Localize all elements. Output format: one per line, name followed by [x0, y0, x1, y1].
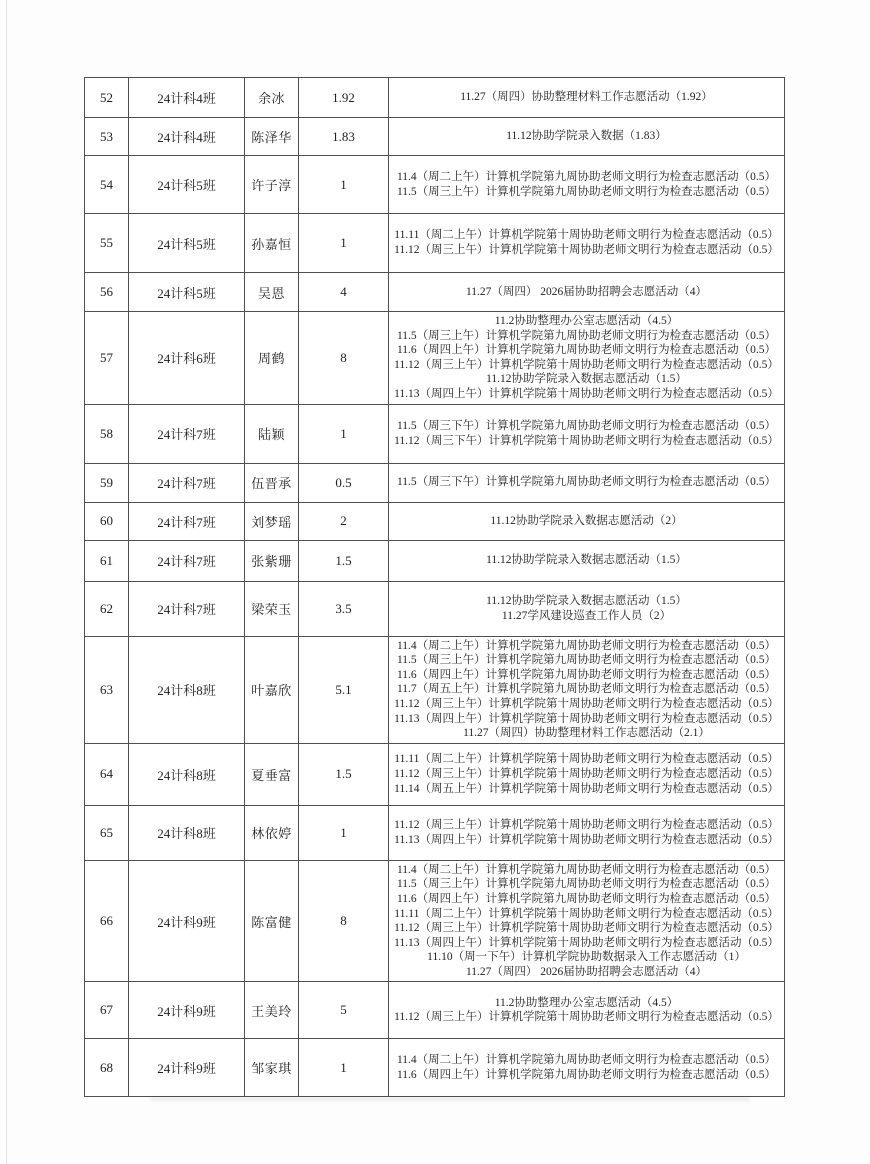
serial-cell: 57 [85, 312, 129, 405]
serial-cell: 65 [85, 805, 129, 860]
serial-cell: 54 [85, 156, 129, 214]
table-body [85, 78, 785, 1097]
activities-cell [389, 982, 785, 1039]
name-cell: 吴恩 [245, 273, 299, 312]
activities-cell [389, 805, 785, 860]
activity-line: 11.4（周二上午）计算机学院第九周协助老师文明行为检查志愿活动（0.5） [396, 170, 777, 183]
table-row [85, 860, 785, 982]
table-row [85, 78, 785, 118]
name-cell: 孙嘉恒 [245, 214, 299, 273]
activity-line: 11.12（周三上午）计算机学院第十周协助老师文明行为检查志愿活动（0.5） [394, 244, 779, 256]
serial-cell: 58 [85, 404, 129, 463]
activity-line: 11.10（周一下午）计算机学院协助数据录入工作志愿活动（1） [427, 951, 746, 964]
activity-line: 11.5（周三上午）计算机学院第九周协助老师文明行为检查志愿活动（0.5） [396, 654, 777, 667]
activity-line: 11.13（周四上午）计算机学院第十周协助老师文明行为检查志愿活动（0.5） [394, 936, 779, 949]
class-cell: 24计科8班 [129, 636, 245, 743]
table-row [85, 404, 785, 463]
hours-cell: 2 [299, 502, 389, 540]
activity-line: 11.11（周二上午）计算机学院第十周协助老师文明行为检查志愿活动（0.5） [394, 229, 779, 242]
activities-cell [389, 540, 785, 581]
activity-line: 11.12协助学院录入数据志愿活动（1.5） [486, 554, 687, 567]
activity-line: 11.27（周四） 2026届协助招聘会志愿活动（4） [465, 285, 708, 298]
table-row [85, 118, 785, 156]
class-cell: 24计科7班 [129, 581, 245, 636]
activity-line: 11.2协助整理办公室志愿活动（4.5） [494, 996, 679, 1009]
activity-line: 11.5（周三上午）计算机学院第九周协助老师文明行为检查志愿活动（0.5） [396, 878, 777, 891]
name-cell: 林依婷 [245, 805, 299, 860]
class-cell: 24计科8班 [129, 805, 245, 860]
table-row [85, 581, 785, 636]
name-cell: 刘梦瑶 [245, 502, 299, 540]
activity-line: 11.27（周四）协助整理材料工作志愿活动（2.1） [463, 727, 710, 740]
class-cell: 24计科7班 [129, 463, 245, 502]
hours-cell: 8 [299, 860, 389, 982]
hours-cell: 1 [299, 156, 389, 214]
activity-line: 11.12（周三下午）计算机学院第十周协助老师文明行为检查志愿活动（0.5） [394, 434, 779, 447]
table-row [85, 982, 785, 1039]
activities-cell [389, 214, 785, 273]
serial-cell: 59 [85, 463, 129, 502]
class-cell: 24计科8班 [129, 743, 245, 805]
activity-line: 11.4（周二上午）计算机学院第九周协助老师文明行为检查志愿活动（0.5） [396, 639, 777, 652]
activity-line: 11.6（周四上午）计算机学院第九周协助老师文明行为检查志愿活动（0.5） [396, 1068, 777, 1081]
activity-line: 11.4（周二上午）计算机学院第九周协助老师文明行为检查志愿活动（0.5） [396, 863, 777, 876]
serial-cell: 56 [85, 273, 129, 312]
activity-line: 11.6（周四上午）计算机学院第九周协助老师文明行为检查志愿活动（0.5） [396, 892, 777, 905]
class-cell: 24计科7班 [129, 540, 245, 581]
serial-cell: 68 [85, 1039, 129, 1097]
table-row [85, 540, 785, 581]
activity-line: 11.12协助学院录入数据志愿活动（1.5） [486, 594, 687, 607]
table-row [85, 463, 785, 502]
activity-line: 11.12（周三上午）计算机学院第十周协助老师文明行为检查志愿活动（0.5） [394, 1011, 779, 1024]
table-row [85, 1039, 785, 1097]
hours-cell: 3.5 [299, 581, 389, 636]
hours-cell: 1.92 [299, 78, 389, 118]
activity-line: 11.13（周四上午）计算机学院第十周协助老师文明行为检查志愿活动（0.5） [394, 833, 779, 846]
table-row [85, 273, 785, 312]
activities-cell [389, 118, 785, 156]
page-left-edge-line [6, 0, 7, 1164]
hours-cell: 1 [299, 404, 389, 463]
serial-cell: 67 [85, 982, 129, 1039]
activities-cell [389, 636, 785, 743]
table-row [85, 312, 785, 405]
class-cell: 24计科9班 [129, 1039, 245, 1097]
class-cell: 24计科4班 [129, 118, 245, 156]
activities-cell [389, 743, 785, 805]
activity-line: 11.12（周三上午）计算机学院第十周协助老师文明行为检查志愿活动（0.5） [394, 767, 779, 780]
hours-cell: 4 [299, 273, 389, 312]
activities-cell [389, 581, 785, 636]
activity-line: 11.12协助学院录入数据（1.83） [506, 130, 667, 143]
activities-cell [389, 1039, 785, 1097]
activities-cell [389, 860, 785, 982]
name-cell: 陈富健 [245, 860, 299, 982]
name-cell: 叶嘉欣 [245, 636, 299, 743]
activity-line: 11.12（周三上午）计算机学院第十周协助老师文明行为检查志愿活动（0.5） [394, 697, 779, 710]
activity-line: 11.27学风建设巡查工作人员（2） [501, 609, 672, 622]
class-cell: 24计科7班 [129, 502, 245, 540]
activity-line: 11.12（周三上午）计算机学院第十周协助老师文明行为检查志愿活动（0.5） [394, 922, 779, 935]
hours-cell: 0.5 [299, 463, 389, 502]
class-cell: 24计科9班 [129, 982, 245, 1039]
activity-line: 11.13（周四上午）计算机学院第十周协助老师文明行为检查志愿活动（0.5） [394, 712, 779, 725]
name-cell: 张紫珊 [245, 540, 299, 581]
activity-line: 11.27（周四） 2026届协助招聘会志愿活动（4） [465, 965, 708, 978]
serial-cell: 53 [85, 118, 129, 156]
table-row [85, 636, 785, 743]
name-cell: 周鹤 [245, 312, 299, 405]
name-cell: 梁荣玉 [245, 581, 299, 636]
hours-cell: 5 [299, 982, 389, 1039]
class-cell: 24计科4班 [129, 78, 245, 118]
table-row [85, 805, 785, 860]
volunteer-hours-table [84, 77, 785, 1097]
activities-cell [389, 78, 785, 118]
activity-line: 11.12（周三上午）计算机学院第十周协助老师文明行为检查志愿活动（0.5） [394, 819, 779, 832]
activities-cell [389, 273, 785, 312]
table-row [85, 743, 785, 805]
table-row [85, 156, 785, 214]
activity-line: 11.14（周五上午）计算机学院第十周协助老师文明行为检查志愿活动（0.5） [394, 782, 779, 795]
activity-line: 11.7（周五上午）计算机学院第九周协助老师文明行为检查志愿活动（0.5） [396, 683, 777, 696]
activities-cell [389, 312, 785, 405]
hours-cell: 1 [299, 1039, 389, 1097]
class-cell: 24计科7班 [129, 404, 245, 463]
activity-line: 11.13（周四上午）计算机学院第十周协助老师文明行为检查志愿活动（0.5） [394, 387, 779, 400]
scan-shadow [150, 1097, 750, 1101]
hours-cell: 1 [299, 805, 389, 860]
name-cell: 夏垂富 [245, 743, 299, 805]
class-cell: 24计科6班 [129, 312, 245, 405]
name-cell: 邹家琪 [245, 1039, 299, 1097]
table-row [85, 214, 785, 273]
activities-cell [389, 463, 785, 502]
activity-line: 11.5（周三下午）计算机学院第九周协助老师文明行为检查志愿活动（0.5） [396, 476, 777, 489]
class-cell: 24计科5班 [129, 156, 245, 214]
class-cell: 24计科9班 [129, 860, 245, 982]
activity-line: 11.2协助整理办公室志愿活动（4.5） [494, 315, 679, 327]
serial-cell: 64 [85, 743, 129, 805]
activities-cell [389, 502, 785, 540]
activity-line: 11.12协助学院录入数据志愿活动（1.5） [486, 373, 687, 386]
activity-line: 11.4（周二上午）计算机学院第九周协助老师文明行为检查志愿活动（0.5） [396, 1054, 777, 1067]
activity-line: 11.5（周三下午）计算机学院第九周协助老师文明行为检查志愿活动（0.5） [396, 419, 777, 432]
serial-cell: 61 [85, 540, 129, 581]
activity-line: 11.12协助学院录入数据志愿活动（2） [490, 514, 683, 527]
serial-cell: 63 [85, 636, 129, 743]
table-row [85, 502, 785, 540]
hours-cell: 8 [299, 312, 389, 405]
activity-line: 11.12（周三上午）计算机学院第十周协助老师文明行为检查志愿活动（0.5） [394, 358, 779, 371]
hours-cell: 1 [299, 214, 389, 273]
serial-cell: 66 [85, 860, 129, 982]
activities-cell [389, 156, 785, 214]
hours-cell: 1.5 [299, 540, 389, 581]
activity-line: 11.11（周二上午）计算机学院第十周协助老师文明行为检查志愿活动（0.5） [394, 753, 779, 766]
activity-line: 11.5（周三上午）计算机学院第九周协助老师文明行为检查志愿活动（0.5） [396, 185, 777, 198]
activity-line: 11.11（周二上午）计算机学院第十周协助老师文明行为检查志愿活动（0.5） [394, 907, 779, 920]
hours-cell: 1.83 [299, 118, 389, 156]
name-cell: 伍晋承 [245, 463, 299, 502]
activity-line: 11.6（周四上午）计算机学院第九周协助老师文明行为检查志愿活动（0.5） [396, 668, 777, 681]
name-cell: 余冰 [245, 78, 299, 118]
name-cell: 陈泽华 [245, 118, 299, 156]
class-cell: 24计科5班 [129, 214, 245, 273]
name-cell: 王美玲 [245, 982, 299, 1039]
activity-line: 11.6（周四上午）计算机学院第九周协助老师文明行为检查志愿活动（0.5） [396, 344, 777, 357]
name-cell: 许子淳 [245, 156, 299, 214]
hours-cell: 5.1 [299, 636, 389, 743]
serial-cell: 60 [85, 502, 129, 540]
hours-cell: 1.5 [299, 743, 389, 805]
name-cell: 陆颖 [245, 404, 299, 463]
serial-cell: 52 [85, 78, 129, 118]
activities-cell [389, 404, 785, 463]
class-cell: 24计科5班 [129, 273, 245, 312]
activity-line: 11.27（周四）协助整理材料工作志愿活动（1.92） [460, 91, 713, 104]
serial-cell: 62 [85, 581, 129, 636]
serial-cell: 55 [85, 214, 129, 273]
activity-line: 11.5（周三上午）计算机学院第九周协助老师文明行为检查志愿活动（0.5） [396, 329, 777, 342]
